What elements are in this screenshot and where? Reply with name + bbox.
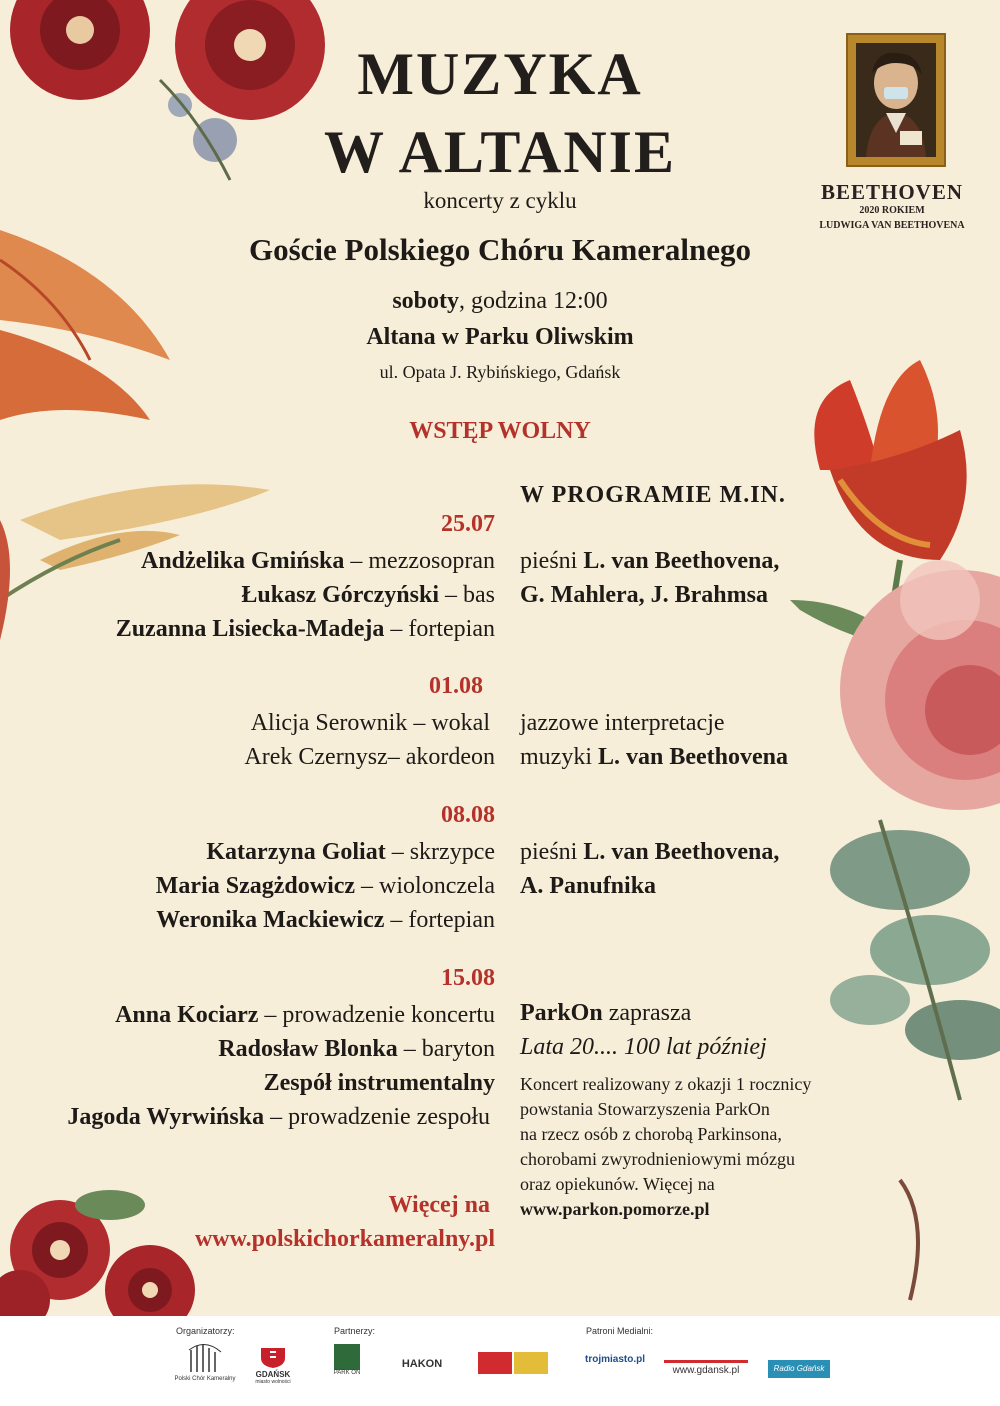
performer-line [0,1066,495,1100]
program-composer: A. Panufnika [520,873,657,899]
program-line [520,869,656,903]
program-composer: L. van Beethovena, [583,839,780,865]
free-entry: WSTĘP WOLNY [409,418,591,444]
website-link[interactable]: www.polskichorkameralny.pl [194,1226,495,1252]
performer-role: – baryton [397,1036,495,1062]
concert-date: 08.08 [441,802,495,828]
program-text: jazzowe interpretacje [520,710,725,736]
program-header: W PROGRAMIE M.IN. [520,482,786,508]
performer-name: Zuzanna Lisiecka-Madeja [115,616,385,642]
performer-line [0,1100,490,1134]
performer-line [0,835,495,869]
performer-role: – fortepian [384,616,495,642]
program-text: pieśni [520,548,584,574]
beethoven-portrait-frame [846,33,946,167]
performer-role: – skrzypce [385,839,495,865]
program-composer: L. van Beethovena [598,744,789,770]
note-line: na rzecz osób z chorobą Parkinsona, [520,1124,782,1144]
program-line [520,706,725,740]
radio-gdansk-logo[interactable]: Radio Gdańsk [768,1360,830,1378]
performer-role: Alicja Serownik – wokal [250,710,490,736]
beethoven-title: BEETHOVEN [820,180,964,204]
bottom-left-flowers-icon [0,1190,195,1316]
performer-line [0,544,495,578]
program-composer: G. Mahlera, J. Brahmsa [520,582,768,608]
pchk-logo[interactable] [170,1340,240,1382]
parkon-logo[interactable] [332,1344,362,1376]
performer-line [0,869,495,903]
performer-line [0,998,495,1032]
pchk-logo-text: Polski Chór Kameralny [174,1376,236,1382]
hakon-logo[interactable]: HAKON [401,1358,443,1370]
schedule [200,288,800,315]
wwwgdansk-stripe-icon [664,1360,748,1363]
pchk-logo-icon [185,1340,225,1374]
program-text: zaprasza [602,1000,692,1026]
program-line [520,544,779,578]
organizers-label: Organizatorzy: [176,1326,235,1336]
schedule-day: soboty [392,288,460,314]
note-line: Koncert realizowany z okazji 1 rocznicy [520,1074,812,1094]
title-line-2: W ALTANIE [323,119,677,185]
partner-logo-red-icon [478,1352,512,1374]
performer-role: – prowadzenie koncertu [258,1002,495,1028]
program-line [520,996,691,1030]
program-text: pieśni [520,839,584,865]
partner-logo-yellow-icon [514,1352,548,1374]
partners-label: Partnerzy: [334,1326,376,1336]
performer-line [0,578,495,612]
gdansk-logo-sub: miasto wolności [255,1379,291,1385]
note-line: powstania Stowarzyszenia ParkOn [520,1099,770,1119]
venue: Altana w Parku Oliwskim [366,324,634,350]
note-line: chorobami zwyrodnieniowymi mózgu [520,1149,795,1169]
performer-line [0,612,495,646]
performer-name: Łukasz Górczyński [241,582,439,608]
performer-name: Jagoda Wyrwińska [67,1104,265,1130]
media-label: Patroni Medialni: [586,1326,654,1336]
right-rose-icon [830,560,1000,1300]
performer-line [0,903,495,937]
beethoven-name: LUDWIGA VAN BEETHOVENA [819,220,965,231]
beethoven-portrait-icon [856,43,936,157]
series-name: Goście Polskiego Chóru Kameralnego [249,232,751,267]
subtitle: koncerty z cyklu [423,188,577,213]
parkon-tree-icon [334,1344,360,1370]
performer-role: – prowadzenie zespołu [264,1104,490,1130]
gdansk-crest-icon [258,1346,288,1368]
performer-role: – wiolonczela [355,873,495,899]
performer-name: Katarzyna Goliat [206,839,386,865]
performer-role: Arek Czernysz– akordeon [244,744,495,770]
performer-role: – mezzosopran [344,548,495,574]
gdansk-logo-text: GDAŃSK [255,1370,291,1379]
performer-name: Maria Szagżdowicz [155,873,356,899]
program-line [520,578,768,612]
performer-name: Andżelika Gmińska [141,548,345,574]
more-label: Więcej na [388,1192,490,1218]
schedule-time: , godzina 12:00 [459,288,608,314]
note-line: oraz opiekunów. Więcej na [520,1174,715,1194]
gdansk-logo[interactable] [250,1346,296,1385]
concert-date: 25.07 [441,511,495,537]
program-composer: L. van Beethovena, [583,548,780,574]
parkon-logo-text: PARK ON [333,1370,361,1376]
title-line-1: MUZYKA [357,41,643,107]
concert-date: 01.08 [429,673,483,699]
performer-line [0,1032,495,1066]
parkon-link[interactable]: www.parkon.pomorze.pl [520,1199,710,1219]
program-line [520,740,788,774]
performer-name: Radosław Blonka [218,1036,398,1062]
performer-name: Anna Kociarz [115,1002,259,1028]
concert-note [520,1072,811,1222]
address: ul. Opata J. Rybińskiego, Gdańsk [379,362,621,382]
performer-name: Weronika Mackiewicz [156,907,385,933]
beethoven-year: 2020 ROKIEM [859,205,925,216]
performer-line [0,740,495,774]
program-text: muzyki [520,744,598,770]
wwwgdansk-logo-text: www.gdansk.pl [672,1365,740,1376]
wwwgdansk-logo[interactable] [664,1360,748,1376]
program-text: Lata 20.... 100 lat później [520,1034,767,1060]
performer-role: – bas [439,582,495,608]
trojmiasto-logo[interactable]: trojmiasto.pl [584,1354,645,1365]
program-organizer: ParkOn [520,1000,603,1026]
performer-name: Zespół instrumentalny [263,1070,495,1096]
partner-logo[interactable] [478,1352,548,1374]
program-line [520,835,779,869]
performer-line [0,706,490,740]
footer [0,1316,1000,1406]
concert-date: 15.08 [441,965,495,991]
program-line [520,1030,767,1064]
performer-role: – fortepian [384,907,495,933]
